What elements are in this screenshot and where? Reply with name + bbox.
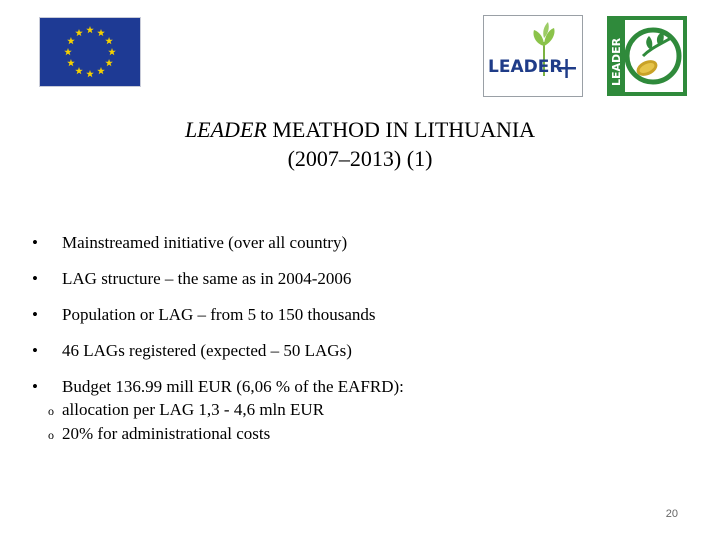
bullet-marker: • — [32, 341, 38, 360]
eu-star — [108, 48, 116, 55]
eu-star — [64, 48, 72, 55]
bullet-text: Population or LAG – from 5 to 150 thousands — [62, 305, 376, 324]
eu-star — [97, 29, 105, 36]
eu-star — [97, 67, 105, 74]
bullet-item — [32, 377, 404, 397]
bullet-marker: • — [32, 377, 38, 396]
eu-star — [105, 37, 113, 44]
sub-bullet-marker: o — [48, 428, 54, 442]
leader-vertical-text: LEADER — [610, 37, 623, 86]
slide-title-line2: (2007–2013) (1) — [287, 146, 433, 171]
bullet-item — [32, 233, 347, 253]
leader-logo — [607, 16, 687, 96]
bullet-text: Budget 136.99 mill EUR (6,06 % of the EAFRD): — [62, 377, 404, 396]
eu-star — [105, 59, 113, 66]
eu-star — [67, 37, 75, 44]
eu-star — [86, 70, 94, 77]
title-italic-leader: LEADER — [184, 117, 267, 142]
bullet-text: Mainstreamed initiative (over all country) — [62, 233, 348, 252]
bullet-item — [32, 269, 351, 289]
eu-flag-icon — [40, 18, 140, 86]
slide-title-line1 — [0, 116, 720, 144]
sub-bullet-item — [48, 424, 270, 444]
bullet-text: LAG structure – the same as in 2004-2006 — [62, 269, 352, 288]
sub-bullet-text: allocation per LAG 1,3 - 4,6 mln EUR — [62, 400, 325, 419]
page-number: 20 — [665, 508, 678, 520]
sub-bullet-text: 20% for administrational costs — [62, 424, 271, 443]
eu-star — [75, 67, 83, 74]
eu-star — [86, 26, 94, 33]
sub-bullet-item — [48, 400, 324, 420]
bullet-item — [32, 341, 352, 361]
bullet-item — [32, 305, 376, 325]
bullet-marker: • — [32, 233, 38, 252]
eu-star — [75, 29, 83, 36]
bullet-marker: • — [32, 269, 38, 288]
bullet-marker: • — [32, 305, 38, 324]
title-rest: MEATHOD IN LITHUANIA — [266, 117, 536, 142]
leader-plus-sign: + — [554, 51, 580, 86]
leader-plus-text: LEADER — [488, 57, 563, 77]
sub-bullet-marker: o — [48, 404, 54, 418]
bullet-text: 46 LAGs registered (expected – 50 LAGs) — [62, 341, 352, 360]
leader-plus-logo — [483, 15, 583, 97]
eu-star — [67, 59, 75, 66]
